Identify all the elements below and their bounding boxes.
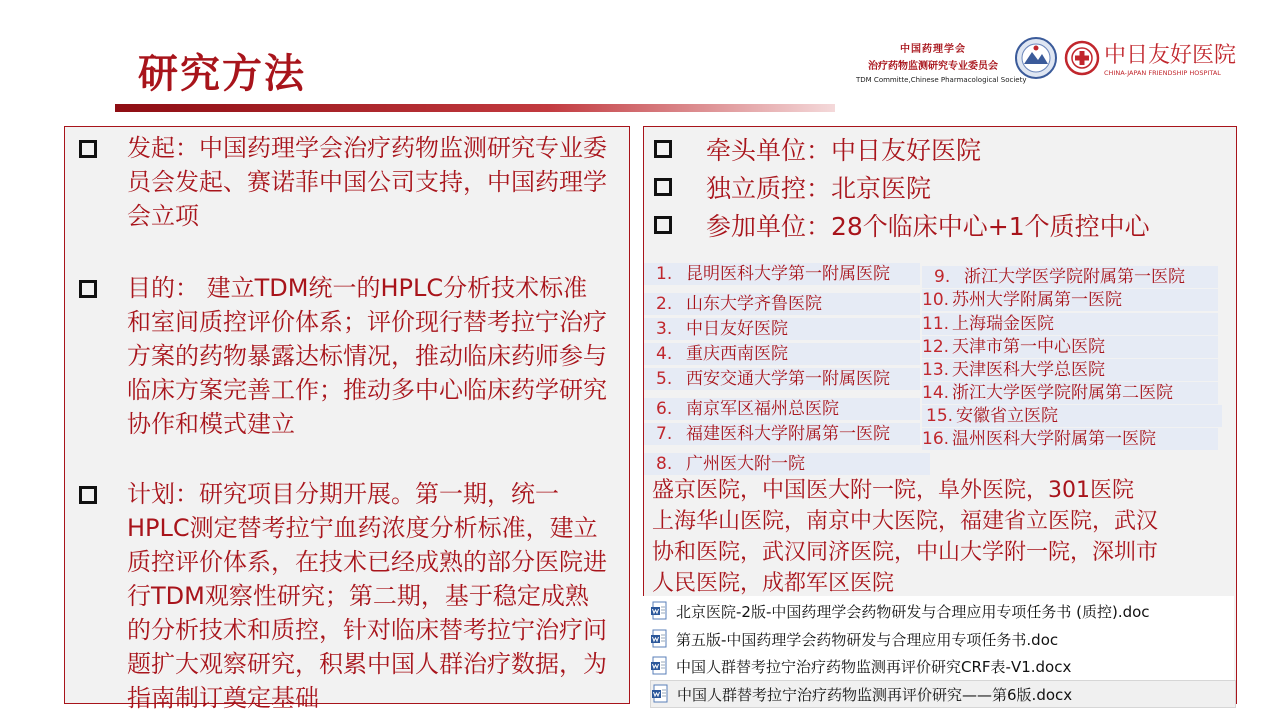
square-bullet-icon	[79, 280, 97, 298]
hospital-list-item: 11. 上海瑞金医院	[922, 313, 1218, 335]
bullet-qc-unit	[654, 169, 931, 205]
hospital-list-item: 6. 南京军区福州总医院	[644, 398, 920, 420]
bullet-text: 计划：研究项目分期开展。第一期，统一HPLC测定替考拉宁血药浓度分析标准，建立质控评价体系，在技术已经成熟的部分医院进行TDM观察性研究；第二期，基于稳定成熟的分析技术和质控，针对临床替考拉宁治疗问题扩大观察研究，积累中国人群治疗数据，为指南制订奠定基础	[127, 480, 607, 712]
cpa-logo-line2: 治疗药物监测研究专业委员会	[868, 61, 998, 72]
file-name: 中国人群替考拉宁治疗药物监测再评价研究CRF表-V1.docx	[676, 657, 1072, 676]
file-item[interactable]	[650, 653, 1071, 679]
file-list	[630, 596, 1234, 708]
hospital-list-item: 12. 天津市第一中心医院	[922, 336, 1218, 358]
file-item[interactable]	[650, 626, 1058, 652]
bullet-initiator	[79, 131, 607, 233]
word-doc-icon	[650, 656, 668, 676]
title-underline	[115, 104, 835, 112]
left-content-panel	[64, 126, 630, 712]
cjfh-logo-name: 中日友好医院	[1104, 43, 1237, 68]
additional-hospitals-line: 盛京医院，中国医大附一院，阜外医院，301医院	[652, 478, 1134, 503]
hospital-list-item: 1. 昆明医科大学第一附属医院	[644, 263, 920, 285]
hospital-list-item: 16. 温州医科大学附属第一医院	[922, 428, 1218, 450]
cpa-logo-line1: 中国药理学会	[900, 44, 966, 55]
file-name: 中国人群替考拉宁治疗药物监测再评价研究——第6版.docx	[677, 685, 1073, 704]
hospital-list-item: 2. 山东大学齐鲁医院	[644, 293, 920, 315]
square-bullet-icon	[654, 140, 672, 158]
additional-hospitals	[652, 475, 1222, 599]
tdm-badge-icon	[1014, 36, 1058, 80]
square-bullet-icon	[79, 140, 97, 158]
square-bullet-icon	[654, 216, 672, 234]
bullet-text: 独立质控：北京医院	[706, 174, 932, 203]
bullet-participants	[654, 207, 1150, 243]
hospital-list-item: 13. 天津医科大学总医院	[922, 359, 1218, 381]
hospital-list-item: 15. 安徽省立医院	[922, 405, 1222, 427]
hospital-list-item: 14. 浙江大学医学院附属第二医院	[922, 382, 1218, 404]
bullet-purpose	[79, 271, 607, 441]
additional-hospitals-line: 上海华山医院，南京中大医院，福建省立医院，武汉	[652, 509, 1159, 534]
word-doc-icon	[651, 684, 669, 704]
hospital-emblem-icon	[1064, 40, 1100, 76]
hospital-list-item: 9. 浙江大学医学院附属第一医院	[922, 266, 1218, 288]
bullet-lead-unit	[654, 131, 981, 167]
cpa-logo	[856, 40, 1027, 90]
file-item[interactable]	[650, 598, 1150, 624]
file-name: 第五版-中国药理学会药物研发与合理应用专项任务书.doc	[676, 630, 1059, 649]
hospital-list-item: 10. 苏州大学附属第一医院	[922, 289, 1218, 311]
hospital-list-item: 7. 福建医科大学附属第一医院	[644, 423, 920, 445]
bullet-text: 参加单位：28个临床中心+1个质控中心	[706, 212, 1150, 241]
hospital-list-item: 5. 西安交通大学第一附属医院	[644, 368, 920, 390]
square-bullet-icon	[654, 178, 672, 196]
square-bullet-icon	[79, 486, 97, 504]
hospital-list-item: 8. 广州医大附一院	[644, 453, 930, 475]
file-name: 北京医院-2版-中国药理学会药物研发与合理应用专项任务书 (质控).doc	[676, 602, 1150, 621]
word-doc-icon	[650, 601, 668, 621]
word-doc-icon	[650, 629, 668, 649]
hospital-list-item: 3. 中日友好医院	[644, 318, 920, 340]
additional-hospitals-line: 人民医院，成都军区医院	[652, 571, 895, 596]
cjfh-logo-en: CHINA-JAPAN FRIENDSHIP HOSPITAL	[1104, 69, 1221, 77]
cpa-logo-line3: TDM Committe,Chinese Pharmacological Society	[856, 76, 1027, 84]
hospital-list-item: 4. 重庆西南医院	[644, 343, 920, 365]
slide-title: 研究方法	[138, 51, 306, 97]
additional-hospitals-line: 协和医院，武汉同济医院，中山大学附一院，深圳市	[652, 540, 1159, 565]
bullet-text: 发起：中国药理学会治疗药物监测研究专业委员会发起、赛诺菲中国公司支持，中国药理学会立项	[127, 134, 607, 230]
bullet-text: 牵头单位：中日友好医院	[706, 136, 982, 165]
bullet-plan	[79, 477, 607, 715]
file-item-selected[interactable]	[650, 680, 1236, 708]
bullet-text: 目的： 建立TDM统一的HPLC分析技术标准和室间质控评价体系；评价现行替考拉宁治疗方案的药物暴露达标情况，推动临床药师参与临床方案完善工作；推动多中心临床药学研究协作和模式建立	[127, 274, 607, 438]
cjfh-logo	[1064, 38, 1237, 84]
